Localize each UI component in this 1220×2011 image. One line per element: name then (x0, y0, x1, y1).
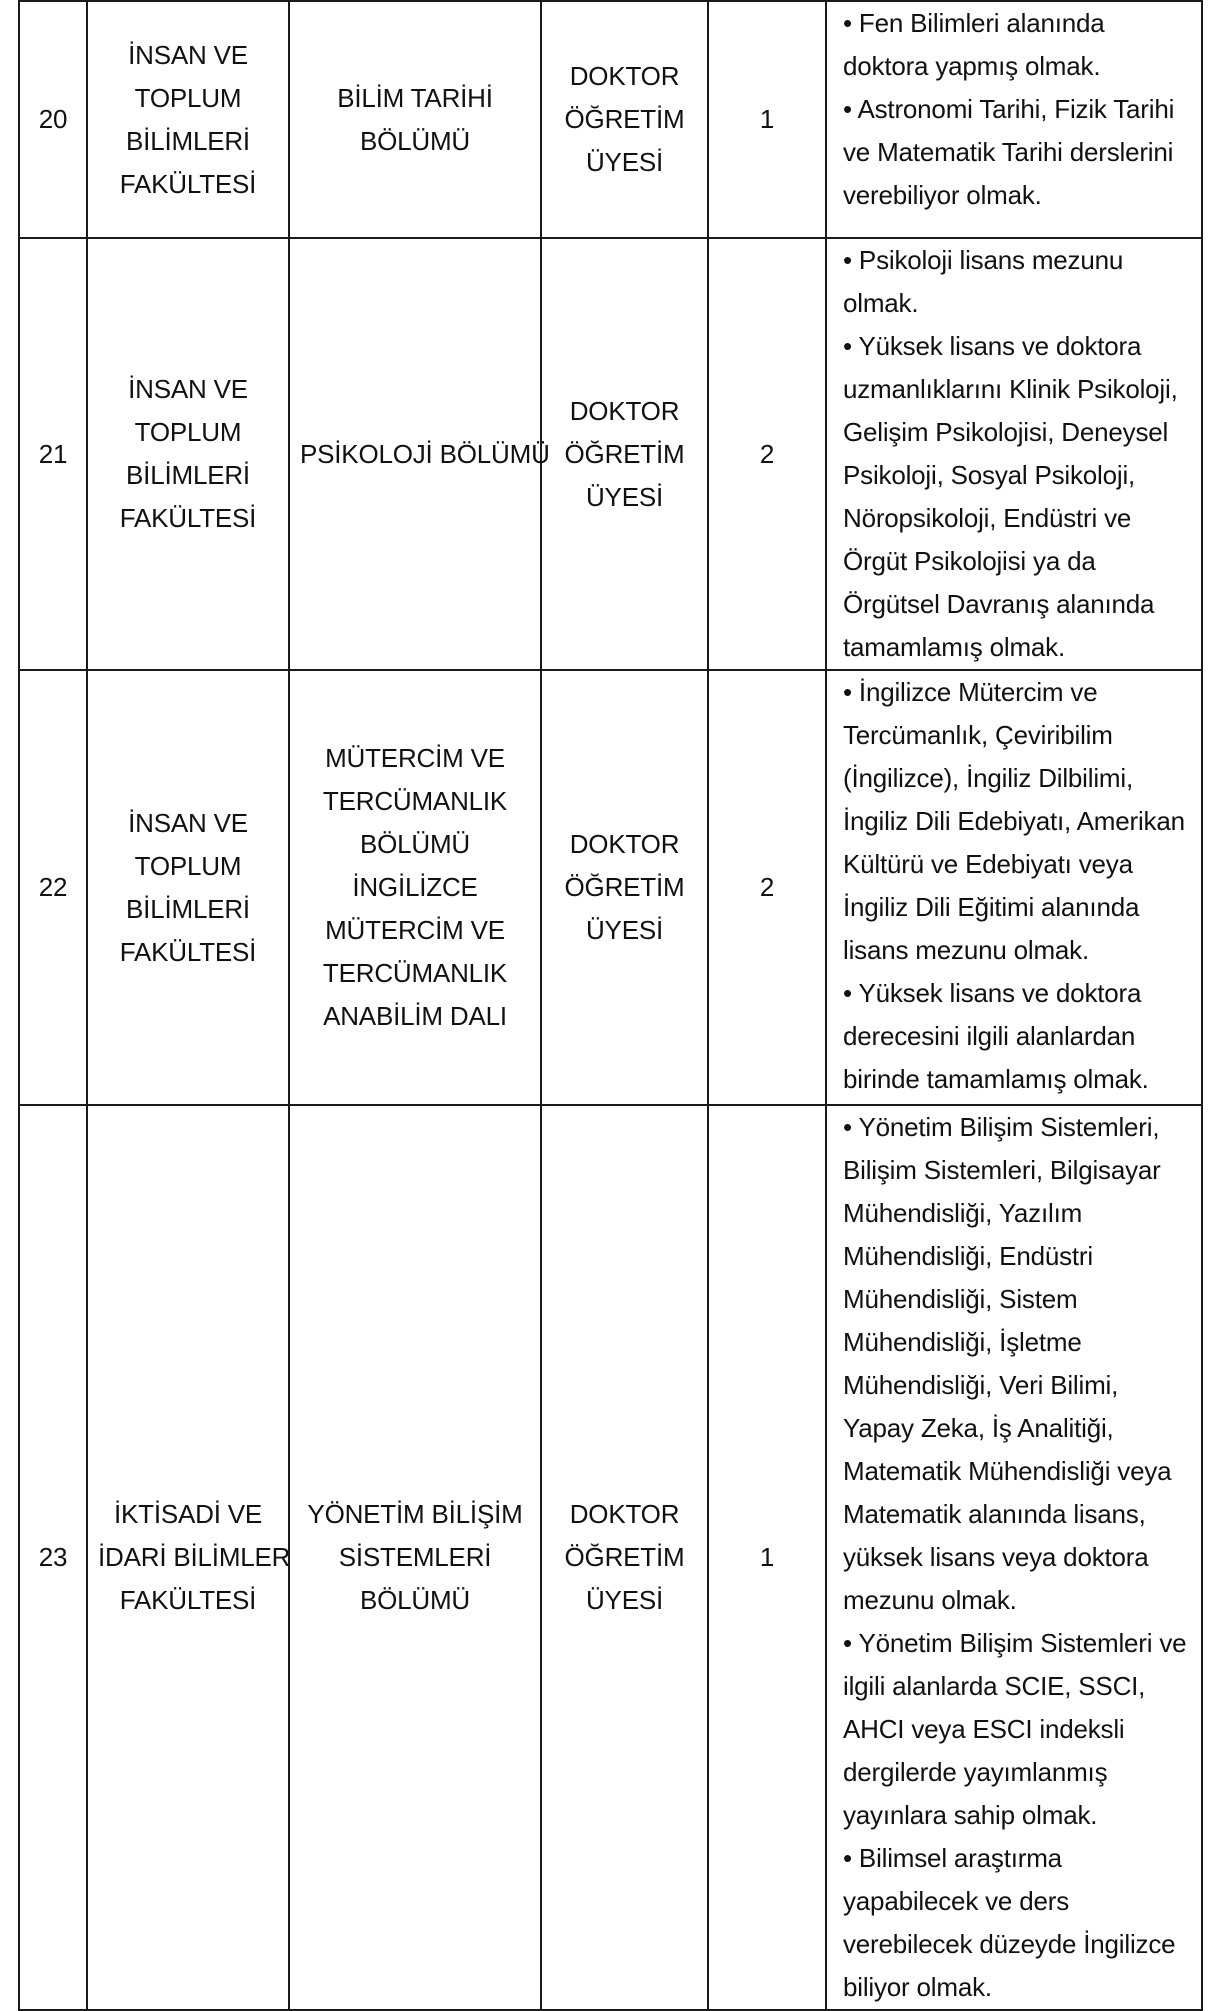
requirement-item: • Yüksek lisans ve doktora derecesini ilgili alanlardan birinde tamamlamış olmak. (843, 978, 1149, 1094)
department-cell (289, 670, 541, 1105)
document-page (18, 0, 1201, 2011)
title-line: ÜYESİ (585, 915, 664, 945)
title-line: ÜYESİ (585, 481, 664, 512)
position-count: 2 (759, 872, 775, 902)
faculty-line: BİLİMLERİ (126, 460, 250, 490)
faculty-line: BİLİMLERİ (126, 893, 250, 924)
row-number-cell (19, 1, 87, 238)
department-cell (289, 1105, 541, 2010)
title-cell (541, 1105, 708, 2010)
title-cell (541, 1, 708, 238)
faculty-cell (87, 670, 289, 1105)
department-line: MÜTERCİM VE (325, 743, 505, 773)
row-number: 23 (38, 1542, 68, 1572)
title-line: DOKTOR (569, 61, 680, 91)
faculty-cell (87, 1105, 289, 2010)
faculty-line: İDARİ BİLİMLER (98, 1542, 291, 1572)
faculty-line: FAKÜLTESİ (119, 936, 257, 967)
title-cell (541, 670, 708, 1105)
faculty-line: TOPLUM (134, 417, 242, 447)
faculty-cell (87, 238, 289, 670)
count-cell (708, 1, 826, 238)
row-number-cell (19, 1105, 87, 2010)
department-line: TERCÜMANLIK (322, 786, 508, 816)
department-line: BÖLÜMÜ (359, 829, 471, 859)
count-cell (708, 238, 826, 670)
title-cell (541, 238, 708, 670)
requirements-cell (826, 670, 1202, 1105)
department-line: BÖLÜMÜ (359, 125, 471, 156)
title-line: DOKTOR (569, 829, 680, 859)
row-number-cell (19, 238, 87, 670)
title-line: ÜYESİ (585, 147, 664, 177)
row-number: 22 (38, 872, 68, 902)
table-row (19, 1105, 1202, 2010)
title-line: ÖĞRETİM (564, 872, 685, 902)
faculty-line: FAKÜLTESİ (119, 503, 257, 533)
faculty-line: İNSAN VE (128, 374, 248, 404)
requirement-item: • Fen Bilimleri alanında doktora yapmış olmak. (843, 8, 1105, 81)
title-line: DOKTOR (569, 1499, 680, 1529)
table-row (19, 1, 1202, 238)
requirement-item: • Yönetim Bilişim Sistemleri ve ilgili alanlarda SCIE, SSCI, AHCI veya ESCI indeksli dergilerde yayımlanmış yayınlara sahip olmak. (843, 1628, 1187, 1830)
title-line: DOKTOR (569, 395, 680, 426)
department-line: SİSTEMLERİ (338, 1542, 492, 1572)
department-cell (289, 238, 550, 670)
title-line: ÖĞRETİM (564, 1542, 685, 1572)
department-line: İNGİLİZCE (352, 872, 478, 902)
department-line: BİLİM TARİHİ (337, 82, 493, 113)
department-line: ANABİLİM DALI (323, 1001, 507, 1031)
requirement-item: • Bilimsel araştırma yapabilecek ve ders verebilecek düzeyde İngilizce biliyor olmak. (843, 1843, 1176, 2002)
staff-requirements-table (18, 0, 1203, 2011)
faculty-line: TOPLUM (134, 82, 242, 113)
table-row (19, 670, 1202, 1105)
title-line: ÜYESİ (585, 1585, 664, 1615)
count-cell (708, 1105, 826, 2010)
requirement-item: • Psikoloji lisans mezunu olmak. (843, 245, 1124, 318)
faculty-cell (87, 1, 289, 238)
department-line: BÖLÜMÜ (359, 1585, 471, 1615)
faculty-line: FAKÜLTESİ (119, 168, 257, 199)
position-count: 1 (759, 104, 775, 134)
requirement-item: • İngilizce Mütercim ve Tercümanlık, Çeviribilim (İngilizce), İngiliz Dilbilimi, İngiliz Dili Edebiyatı, Amerikan Kültürü ve Edebiyatı veya İngiliz Dili Eğitimi alanında lisans mezunu olmak. (843, 677, 1185, 965)
department-line: TERCÜMANLIK (322, 958, 508, 988)
count-cell (708, 670, 826, 1105)
requirement-item: • Yönetim Bilişim Sistemleri, Bilişim Sistemleri, Bilgisayar Mühendisliği, Yazılım Mühendisliği, Endüstri Mühendisliği, Sistem Mühendisliği, İşletme Mühendisliği, Veri Bilimi, Yapay Zeka, İş Analitiği, Matematik Mühendisliği veya Matematik alanında lisans, yüksek lisans veya doktora mezunu olmak. (843, 1112, 1172, 1615)
title-line: ÖĞRETİM (564, 104, 685, 134)
faculty-line: TOPLUM (134, 850, 242, 881)
faculty-line: İNSAN VE (128, 807, 248, 838)
requirement-item: • Yüksek lisans ve doktora uzmanlıklarını Klinik Psikoloji, Gelişim Psikolojisi, Deneysel Psikoloji, Sosyal Psikoloji, Nöropsikoloji, Endüstri ve Örgüt Psikolojisi ya da Örgütsel Davranış alanında tamamlamış olmak. (843, 331, 1178, 662)
faculty-line: FAKÜLTESİ (119, 1585, 257, 1615)
department-line: MÜTERCİM VE (325, 915, 505, 945)
faculty-line: İKTİSADİ VE (113, 1499, 263, 1529)
requirements-cell (826, 1, 1202, 238)
table-row (19, 238, 1202, 670)
department-line: YÖNETİM BİLİŞİM (307, 1499, 523, 1529)
row-number-cell (19, 670, 87, 1105)
row-number: 20 (38, 104, 68, 134)
requirement-item: • Astronomi Tarihi, Fizik Tarihi ve Matematik Tarihi derslerini verebiliyor olmak. (843, 94, 1175, 210)
requirements-cell (826, 1105, 1202, 2010)
position-count: 1 (759, 1542, 775, 1572)
department-line: PSİKOLOJİ BÖLÜMÜ (300, 438, 550, 469)
faculty-line: BİLİMLERİ (126, 125, 250, 156)
department-cell (289, 1, 541, 238)
row-number: 21 (38, 438, 68, 469)
position-count: 2 (759, 438, 775, 469)
title-line: ÖĞRETİM (564, 438, 685, 469)
requirements-cell (826, 238, 1202, 670)
faculty-line: İNSAN VE (128, 39, 248, 70)
